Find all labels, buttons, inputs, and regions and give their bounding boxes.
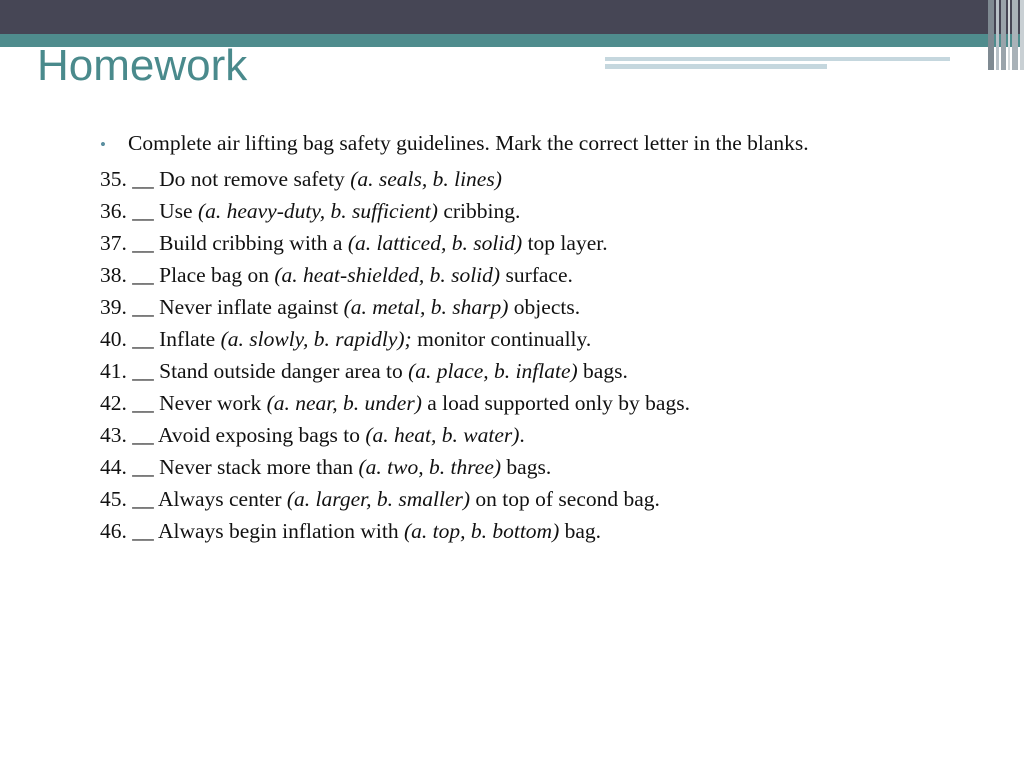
question-line bbox=[100, 515, 960, 547]
question-text-end: . bbox=[519, 423, 525, 447]
question-text: 40. __ Inflate bbox=[100, 327, 221, 351]
question-text-end: surface. bbox=[500, 263, 573, 287]
question-line bbox=[100, 227, 960, 259]
question-line bbox=[100, 291, 960, 323]
question-text: 41. __ Stand outside danger area to bbox=[100, 359, 409, 383]
question-line bbox=[100, 419, 960, 451]
instruction-text: Complete air lifting bag safety guidelines. Mark the correct letter in the blanks. bbox=[128, 131, 809, 155]
question-text: 39. __ Never inflate against bbox=[100, 295, 344, 319]
question-line bbox=[100, 387, 960, 419]
answer-options: (a. seals, b. lines) bbox=[350, 167, 502, 191]
instruction-bullet bbox=[100, 130, 960, 157]
question-line bbox=[100, 195, 960, 227]
question-text: 38. __ Place bag on bbox=[100, 263, 275, 287]
decorative-vertical-bars bbox=[988, 0, 1024, 70]
question-line bbox=[100, 355, 960, 387]
question-list bbox=[100, 163, 960, 547]
question-line bbox=[100, 483, 960, 515]
question-line bbox=[100, 323, 960, 355]
question-text-end: top layer. bbox=[522, 231, 608, 255]
answer-options: (a. larger, b. smaller) bbox=[286, 487, 471, 511]
question-text: 37. __ Build cribbing with a bbox=[100, 231, 348, 255]
header-band bbox=[0, 0, 1024, 34]
answer-options: (a. heat-shielded, b. solid) bbox=[274, 263, 501, 287]
question-text: 45. __ Always center bbox=[100, 487, 287, 511]
question-text: 42. __ Never work bbox=[100, 391, 267, 415]
answer-options: (a. slowly, b. rapidly); bbox=[220, 327, 412, 351]
decorative-line bbox=[605, 64, 827, 69]
answer-options: (a. top, b. bottom) bbox=[403, 519, 560, 543]
question-line bbox=[100, 451, 960, 483]
question-text-end: objects. bbox=[508, 295, 581, 319]
question-text-end: a load supported only by bags. bbox=[421, 391, 690, 415]
question-text-end: monitor continually. bbox=[411, 327, 592, 351]
question-line bbox=[100, 163, 960, 195]
answer-options: (a. near, b. under) bbox=[266, 391, 422, 415]
question-text-end: bag. bbox=[559, 519, 602, 543]
answer-options: (a. metal, b. sharp) bbox=[343, 295, 509, 319]
question-text-end: on top of second bag. bbox=[470, 487, 660, 511]
answer-options: (a. heat, b. water) bbox=[365, 423, 520, 447]
bullet-icon: • bbox=[100, 135, 106, 154]
slide-body bbox=[100, 130, 960, 547]
question-text-end: bags. bbox=[501, 455, 552, 479]
question-text: 35. __ Do not remove safety bbox=[100, 167, 351, 191]
answer-options: (a. place, b. inflate) bbox=[408, 359, 578, 383]
decorative-line bbox=[605, 57, 950, 61]
answer-options: (a. heavy-duty, b. sufficient) bbox=[197, 199, 438, 223]
question-text: 36. __ Use bbox=[100, 199, 198, 223]
answer-options: (a. latticed, b. solid) bbox=[347, 231, 523, 255]
question-text: 46. __ Always begin inflation with bbox=[100, 519, 404, 543]
slide-title: Homework bbox=[37, 41, 248, 90]
question-text-end: bags. bbox=[577, 359, 628, 383]
question-line bbox=[100, 259, 960, 291]
question-text: 43. __ Avoid exposing bags to bbox=[100, 423, 366, 447]
question-text-end: cribbing. bbox=[437, 199, 521, 223]
question-text: 44. __ Never stack more than bbox=[100, 455, 359, 479]
answer-options: (a. two, b. three) bbox=[358, 455, 502, 479]
